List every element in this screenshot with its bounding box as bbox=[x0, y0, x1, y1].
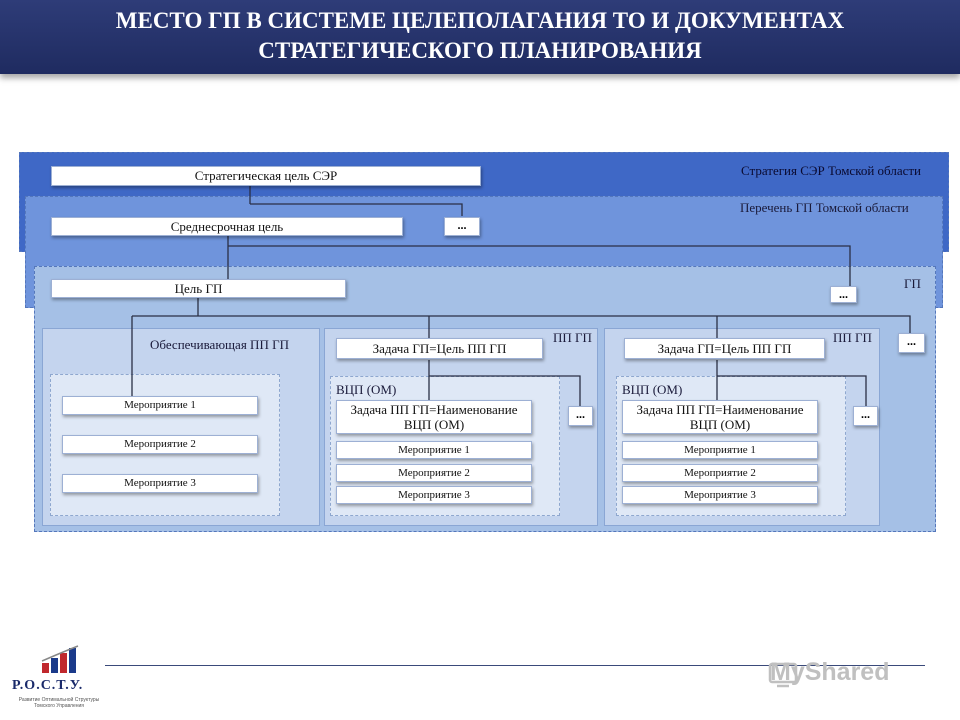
page-title-line1: МЕСТО ГП В СИСТЕМЕ ЦЕЛЕПОЛАГАНИЯ ТО И ДОКУМЕНТАХ bbox=[115, 8, 845, 33]
more-midterm-goals: ... bbox=[444, 217, 480, 236]
gp-list-layer-label: Перечень ГП Томской области bbox=[740, 200, 909, 215]
vcp-1-event-3: Мероприятие 3 bbox=[336, 486, 532, 504]
subprogram-1-task-box: Задача ГП=Цель ПП ГП bbox=[336, 338, 543, 359]
vcp-1-task-line2: ВЦП (ОМ) bbox=[403, 417, 465, 432]
more-vcp-2: ... bbox=[853, 406, 878, 426]
connector-bus-drops bbox=[132, 316, 717, 406]
connector-strategic-to-midterm bbox=[250, 186, 462, 216]
support-subprogram-label: Обеспечивающая ПП ГП bbox=[150, 337, 289, 352]
subprogram-panel-1-label: ПП ГП bbox=[553, 330, 592, 345]
more-subprograms: ... bbox=[898, 333, 925, 353]
more-vcp-1: ... bbox=[568, 406, 593, 426]
vcp-2-event-1: Мероприятие 1 bbox=[622, 441, 818, 459]
vcp-1-task-line1: Задача ПП ГП=Наименование bbox=[350, 402, 518, 417]
gp-layer-label: ГП bbox=[904, 276, 921, 291]
vcp-label-2: ВЦП (ОМ) bbox=[622, 382, 683, 397]
midterm-goal-box: Среднесрочная цель bbox=[51, 217, 403, 236]
vcp-1-task-box bbox=[336, 400, 532, 434]
support-event-3: Мероприятие 3 bbox=[62, 474, 258, 493]
more-gp-goals: ... bbox=[830, 286, 857, 303]
vcp-2-task-line2: ВЦП (ОМ) bbox=[689, 417, 751, 432]
vcp-1-event-1: Мероприятие 1 bbox=[336, 441, 532, 459]
vcp-label-1: ВЦП (ОМ) bbox=[336, 382, 397, 397]
gp-goal-box: Цель ГП bbox=[51, 279, 346, 298]
rostu-logo-name: Р.О.С.Т.У. bbox=[12, 678, 84, 693]
vcp-2-event-2: Мероприятие 2 bbox=[622, 464, 818, 482]
connector-gp-goal-bus bbox=[132, 298, 910, 333]
rostu-logo-icon bbox=[40, 645, 84, 675]
support-event-2: Мероприятие 2 bbox=[62, 435, 258, 454]
vcp-2-event-3: Мероприятие 3 bbox=[622, 486, 818, 504]
subprogram-2-task-box: Задача ГП=Цель ПП ГП bbox=[624, 338, 825, 359]
rostu-logo-tagline: Развитие Оптимальной Структуры Томского Управления bbox=[18, 697, 100, 709]
myshared-watermark: MyShared bbox=[770, 658, 890, 686]
vcp-2-task-box bbox=[622, 400, 818, 434]
page-title-line2: СТРАТЕГИЧЕСКОГО ПЛАНИРОВАНИЯ bbox=[258, 38, 702, 63]
strategic-goal-box: Стратегическая цель СЭР bbox=[51, 166, 481, 186]
support-event-1: Мероприятие 1 bbox=[62, 396, 258, 415]
subprogram-panel-2-label: ПП ГП bbox=[833, 330, 872, 345]
vcp-1-event-2: Мероприятие 2 bbox=[336, 464, 532, 482]
vcp-2-task-line1: Задача ПП ГП=Наименование bbox=[636, 402, 804, 417]
strategy-layer-label: Стратегия СЭР Томской области bbox=[741, 163, 922, 178]
